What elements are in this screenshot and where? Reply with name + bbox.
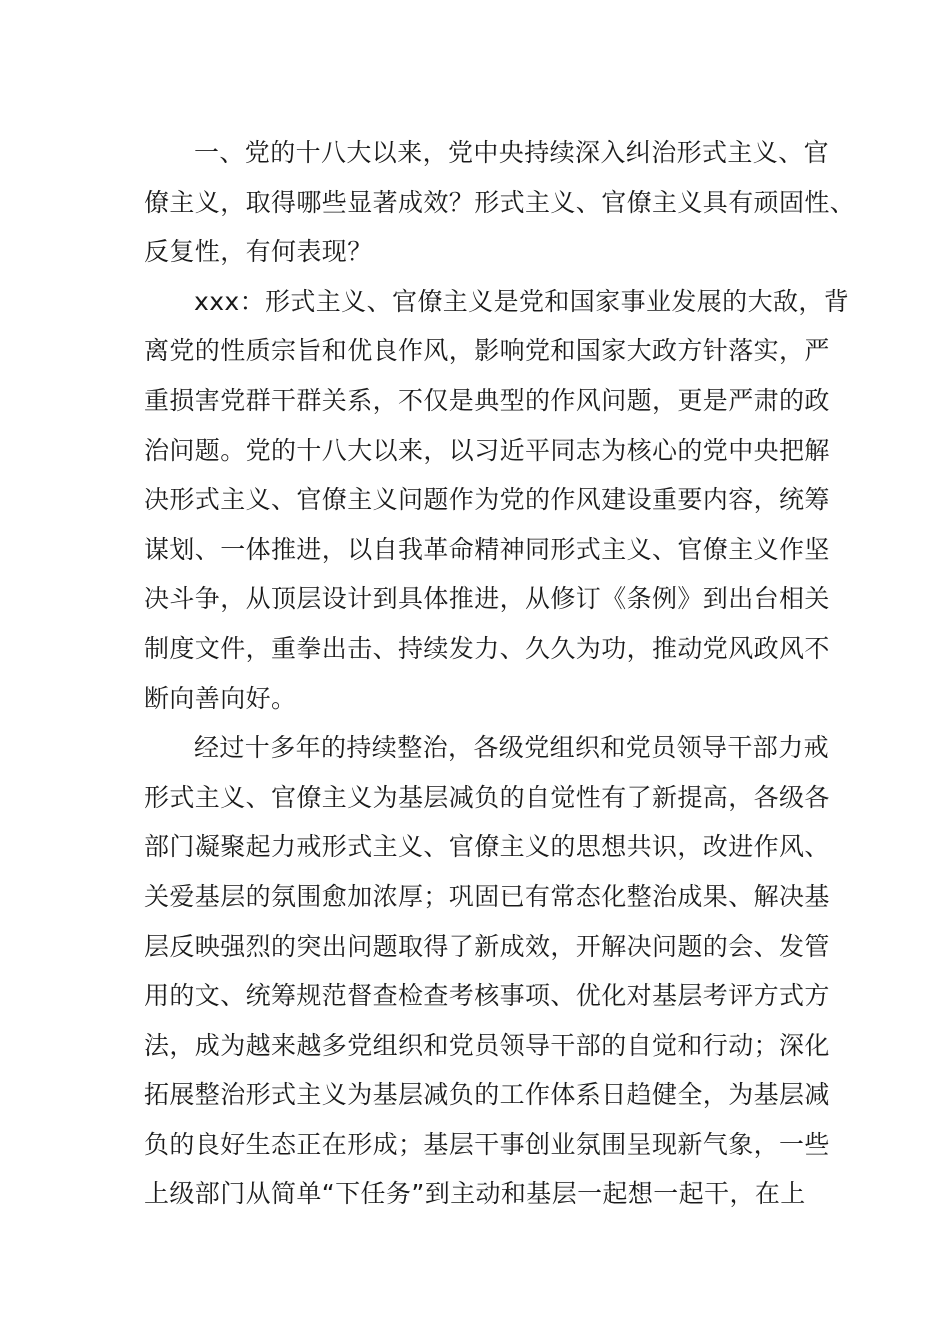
text-line: 决斗争，从顶层设计到具体推进，从修订《条例》到出台相关 [144, 584, 830, 614]
text-line: 僚主义，取得哪些显著成效？形式主义、官僚主义具有顽固性、 [144, 187, 856, 217]
text-line: 负的良好生态正在形成；基层干事创业氛围呈现新气象，一些 [144, 1129, 830, 1159]
text-line: 制度文件，重拳出击、持续发力、久久为功，推动党风政风不 [144, 633, 830, 663]
answer-paragraph-1 [144, 277, 850, 723]
text-line: xxx：形式主义、官僚主义是党和国家事业发展的大敌，背 [194, 286, 850, 316]
text-line: 谋划、一体推进，以自我革命精神同形式主义、官僚主义作坚 [144, 534, 830, 564]
answer-paragraph-2 [144, 723, 830, 1219]
text-line: 拓展整治形式主义为基层减负的工作体系日趋健全，为基层减 [144, 1080, 830, 1110]
text-line: 重损害党群干群关系，不仅是典型的作风问题，更是严肃的政 [144, 385, 830, 415]
text-line: 上级部门从简单“下任务”到主动和基层一起想一起干，在上 [144, 1179, 806, 1209]
text-line: 反复性，有何表现？ [144, 237, 373, 267]
text-line: 形式主义、官僚主义为基层减负的自觉性有了新提高，各级各 [144, 782, 830, 812]
text-line: 部门凝聚起力戒形式主义、官僚主义的思想共识，改进作风、 [144, 832, 830, 862]
text-line: 离党的性质宗旨和优良作风，影响党和国家大政方针落实，严 [144, 336, 830, 366]
document-body [144, 128, 856, 1219]
text-line: 用的文、统筹规范督查检查考核事项、优化对基层考评方式方 [144, 981, 830, 1011]
text-line: 断向善向好。 [144, 683, 297, 713]
text-line: 法，成为越来越多党组织和党员领导干部的自觉和行动；深化 [144, 1030, 830, 1060]
text-line: 关爱基层的氛围愈加浓厚；巩固已有常态化整治成果、解决基 [144, 881, 830, 911]
text-line: 经过十多年的持续整治，各级党组织和党员领导干部力戒 [194, 733, 830, 763]
text-line: 层反映强烈的突出问题取得了新成效，开解决问题的会、发管 [144, 931, 830, 961]
question-paragraph [144, 128, 856, 277]
text-line: 决形式主义、官僚主义问题作为党的作风建设重要内容，统筹 [144, 485, 830, 515]
text-line: 一、党的十八大以来，党中央持续深入纠治形式主义、官 [194, 138, 830, 167]
text-line: 治问题。党的十八大以来，以习近平同志为核心的党中央把解 [144, 435, 830, 465]
